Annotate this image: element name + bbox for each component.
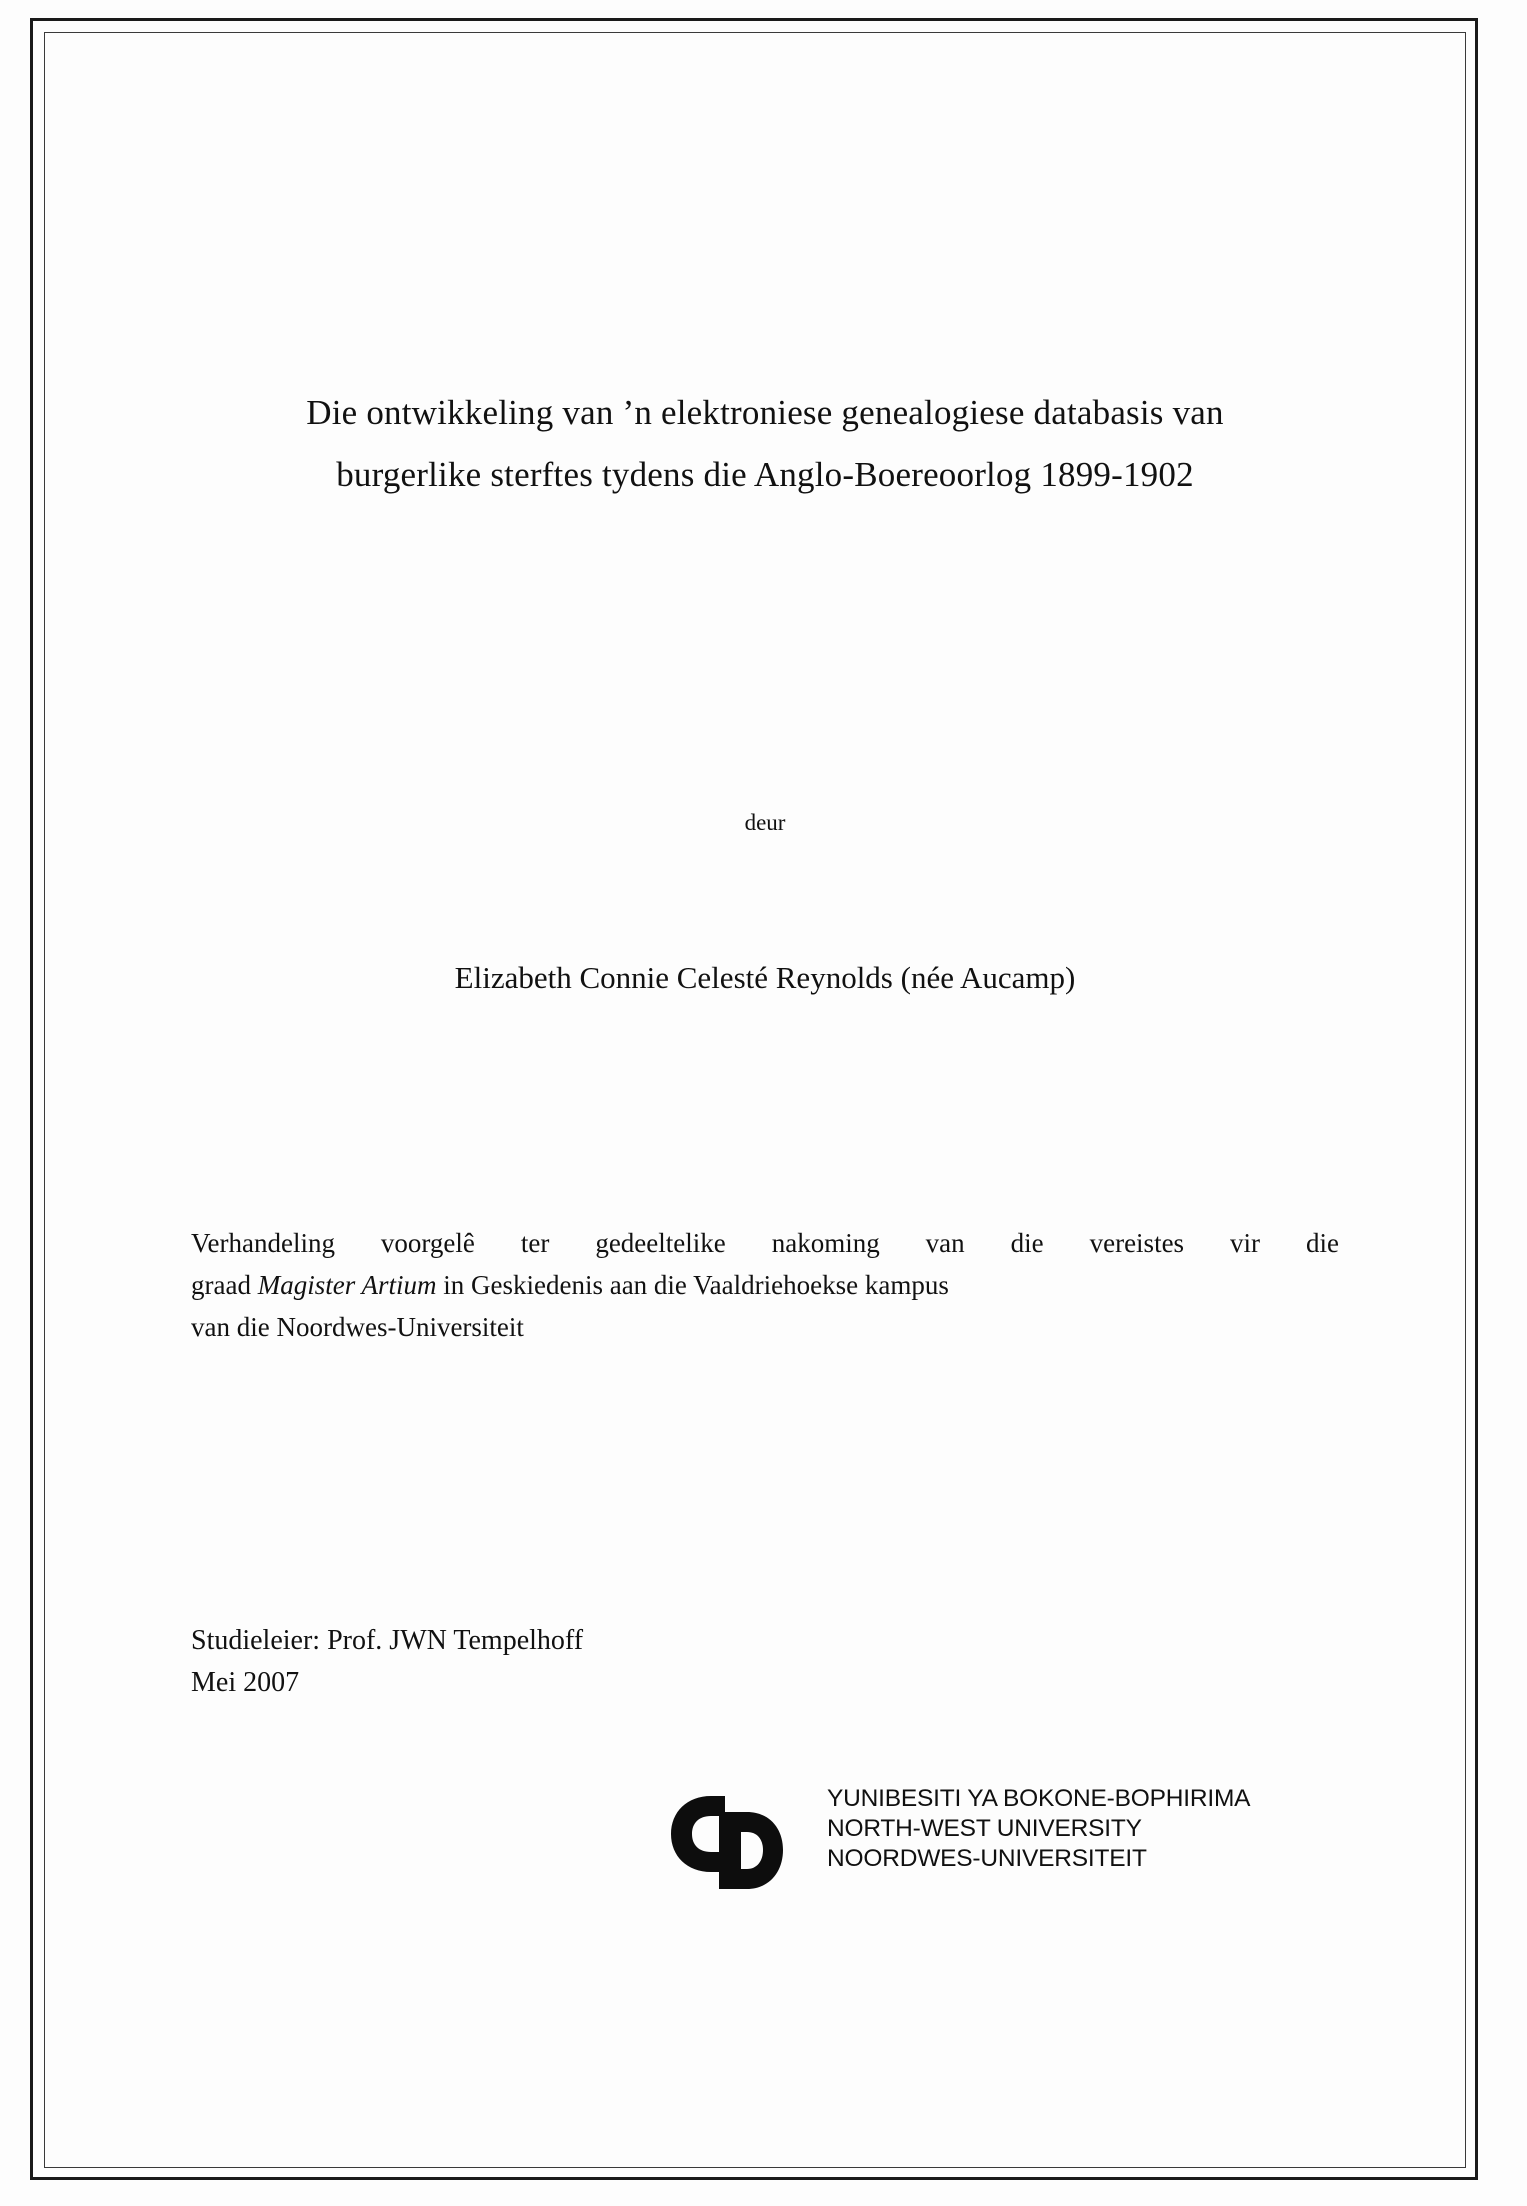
logo-text-line-2: NORTH-WEST UNIVERSITY [827, 1815, 1142, 1842]
degree-statement-line-1: Verhandeling voorgelê ter gedeeltelike nakoming van die vereistes vir die [191, 1228, 1339, 1258]
date-line: Mei 2007 [191, 1667, 300, 1698]
author-name: Elizabeth Connie Celesté Reynolds (née Aucamp) [454, 960, 1076, 995]
title-line-2: burgerlike sterftes tydens die Anglo-Boereoorlog 1899-1902 [336, 455, 1194, 494]
degree-name-italic: Magister Artium [257, 1270, 437, 1300]
nwu-logo-icon [663, 1790, 813, 1895]
degree-statement [191, 1222, 1339, 1348]
degree-statement-line-2-prefix: graad [191, 1270, 258, 1300]
logo-text-line-1: YUNIBESITI YA BOKONE-BOPHIRIMA [827, 1785, 1251, 1812]
degree-statement-line-3: van die Noordwes-Universiteit [191, 1312, 524, 1342]
title-line-1: Die ontwikkeling van ’n elektroniese genealogiese databasis van [306, 393, 1224, 432]
supervisor-line: Studieleier: Prof. JWN Tempelhoff [191, 1625, 584, 1656]
title-page-content [185, 0, 1345, 2206]
degree-statement-line-2 [191, 1264, 1339, 1306]
university-logo-text [827, 1784, 1250, 1874]
degree-statement-line-2-suffix: in Geskiedenis aan die Vaaldriehoekse kampus [436, 1270, 949, 1300]
by-label: deur [744, 810, 786, 835]
logo-text-line-3: NOORDWES-UNIVERSITEIT [827, 1845, 1147, 1872]
page-title [185, 382, 1345, 506]
supervisor-block [191, 1620, 1091, 1704]
university-logo [485, 1782, 1251, 1912]
